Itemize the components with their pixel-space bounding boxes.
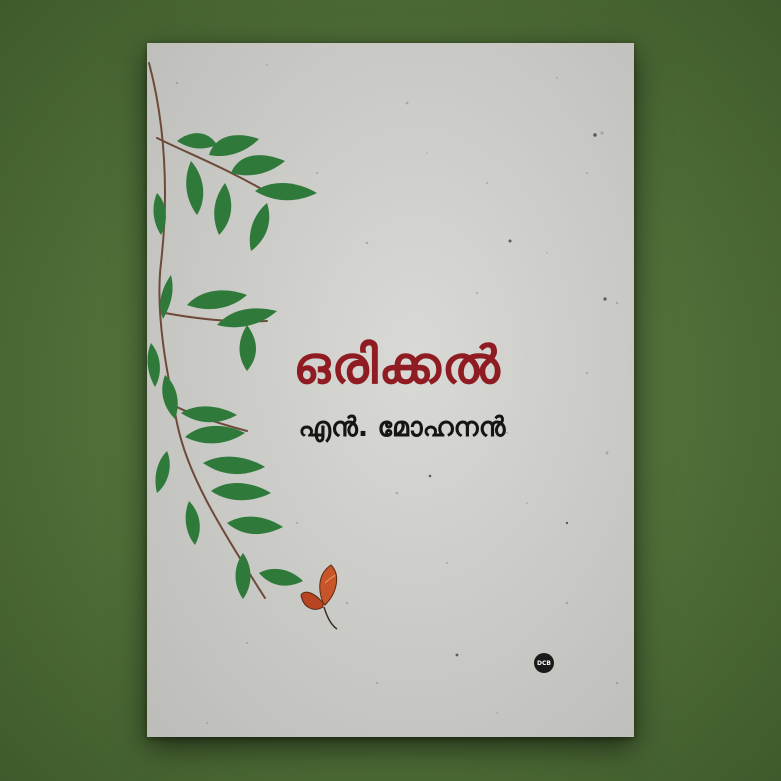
book-title: ഒരിക്കൽ — [293, 336, 501, 396]
butterfly-illustration — [297, 563, 349, 633]
publisher-logo — [534, 653, 554, 673]
book-author: എൻ. മോഹനൻ — [298, 412, 506, 443]
publisher-logo-text: DCB — [537, 659, 551, 667]
book-cover — [147, 43, 634, 737]
